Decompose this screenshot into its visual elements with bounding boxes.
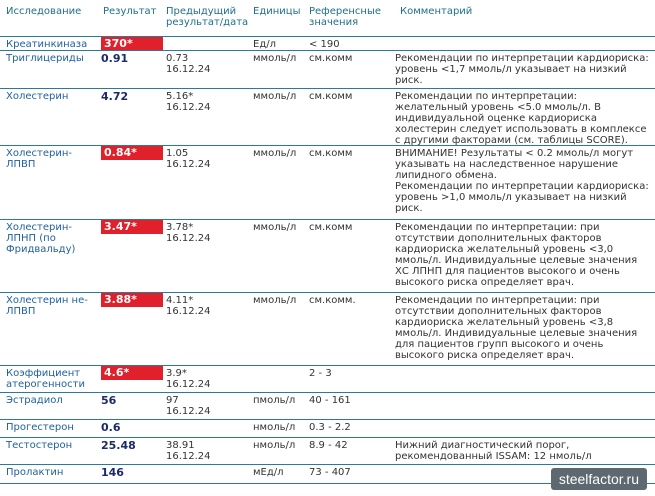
comment-line: липидного обмена. <box>395 170 497 181</box>
test-name-line: Коэффициент <box>6 368 81 379</box>
test-name-line: Холестерин <box>6 91 69 102</box>
comment-line: индивидуальной оценке кардиориска <box>395 113 597 124</box>
comment <box>395 295 650 361</box>
test-name-line: Холестерин не- <box>6 295 88 306</box>
result-value: 56 <box>101 394 117 407</box>
comment-line: желательный уровень <5.0 ммоль/л. В <box>395 102 602 113</box>
comment-line: уровень >1,0 ммоль/л указывает на низкий <box>395 192 627 203</box>
header-prev-line1: Предыдущий <box>166 6 237 17</box>
reference-range: см.комм <box>309 148 353 159</box>
previous-result-line: 0.73 <box>166 53 189 64</box>
reference-range: см.комм <box>309 91 353 102</box>
reference-range: 2 - 3 <box>309 368 332 379</box>
units: мЕд/л <box>253 467 284 478</box>
units: ммоль/л <box>253 91 297 102</box>
table-row <box>0 50 655 88</box>
units: Ед/л <box>253 39 276 50</box>
previous-result <box>166 368 250 390</box>
comment-line: холестерин следует использовать в комплексе <box>395 124 647 135</box>
comment <box>395 440 650 462</box>
header-units: Единицы <box>253 6 301 17</box>
results-table <box>0 36 655 484</box>
comment-line: высокого риска определяет врач. <box>395 277 575 288</box>
previous-result-line: 16.12.24 <box>166 233 211 244</box>
reference-range: см.комм. <box>309 295 356 306</box>
test-name-line: атерогенности <box>6 379 85 390</box>
result-value: 0.6 <box>101 421 121 434</box>
result-value: 4.72 <box>101 90 129 103</box>
comment-line: с другими факторами (см. таблицы SCORE). <box>395 135 628 146</box>
reference-range: 0.3 - 2.2 <box>309 422 351 433</box>
test-name-line: Тестостерон <box>6 440 73 451</box>
previous-result-line: 16.12.24 <box>166 306 211 317</box>
comment-line: Рекомендации по интерпретации кардиориска: <box>395 53 649 64</box>
comment-line: уровень <1,7 ммоль/л указывает на низкий <box>395 64 627 75</box>
reference-range: 73 - 407 <box>309 467 351 478</box>
header-name: Исследование <box>6 6 82 17</box>
result-value: 0.91 <box>101 52 129 65</box>
previous-result-line: 16.12.24 <box>166 102 211 113</box>
header-ref-line1: Референсные <box>309 6 382 17</box>
test-name-line: Прогестерон <box>6 422 74 433</box>
table-row <box>0 419 655 437</box>
comment <box>395 222 650 288</box>
test-name <box>6 39 101 50</box>
table-row <box>0 392 655 419</box>
table-row <box>0 145 655 219</box>
header-prev-line2: результат/дата <box>166 17 249 28</box>
reference-range: < 190 <box>309 39 340 50</box>
previous-result <box>166 148 250 170</box>
comment-line: отсутствии дополнительных факторов <box>395 306 602 317</box>
comment-line: отсутствии дополнительных факторов <box>395 233 602 244</box>
test-name-line: Пролактин <box>6 467 64 478</box>
units: ммоль/л <box>253 295 297 306</box>
reference-range: 8.9 - 42 <box>309 440 348 451</box>
reference-range: см.комм <box>309 53 353 64</box>
test-name <box>6 395 101 406</box>
table-header <box>0 0 655 36</box>
previous-result-line: 3.78* <box>166 222 194 233</box>
previous-result <box>166 222 250 244</box>
previous-result <box>166 295 250 317</box>
result-value-flagged: 4.6* <box>101 366 163 380</box>
previous-result <box>166 395 250 417</box>
result-value-flagged: 0.84* <box>101 146 163 160</box>
comment-line: ХС ЛПНП для пациентов высокого и очень <box>395 266 620 277</box>
test-name <box>6 440 101 451</box>
units: пмоль/л <box>253 395 296 406</box>
comment-line: для пациентов групп высокого и очень <box>395 339 604 350</box>
test-name <box>6 295 101 317</box>
test-name-line: Креатинкиназа <box>6 39 88 50</box>
comment-line: высокого риска определяет врач. <box>395 350 575 361</box>
comment-line: риск. <box>395 203 423 214</box>
result-value-flagged: 3.88* <box>101 293 163 307</box>
test-name-line: Фридвальду) <box>6 244 76 255</box>
result-value: 25.48 <box>101 439 136 452</box>
comment-line: Нижний диагностический порог, <box>395 440 570 451</box>
previous-result-line: 16.12.24 <box>166 64 211 75</box>
previous-result-line: 16.12.24 <box>166 451 211 462</box>
result-value-flagged: 370* <box>101 37 163 51</box>
header-result: Результат <box>103 6 157 17</box>
units: нмоль/л <box>253 440 296 451</box>
comment-line: ммоль/л. Индивидуальные целевые значения <box>395 255 638 266</box>
comment-line: кардиориска желательный уровень <3,8 <box>395 317 614 328</box>
comment-line: Рекомендации по интерпретации кардиориска: <box>395 181 649 192</box>
reference-range: см.комм <box>309 222 353 233</box>
table-row <box>0 219 655 292</box>
comment-line: ВНИМАНИЕ! Результаты < 0.2 ммоль/л могут <box>395 148 634 159</box>
comment-line: кардиориска желательный уровень <3,0 <box>395 244 614 255</box>
test-name <box>6 222 101 255</box>
comment-line: указывать на наследственное нарушение <box>395 159 619 170</box>
test-name <box>6 422 101 433</box>
test-name-line: Триглицериды <box>6 53 84 64</box>
test-name <box>6 148 101 170</box>
comment-line: риск. <box>395 75 423 86</box>
test-name <box>6 368 101 390</box>
header-prev <box>166 6 248 28</box>
previous-result-line: 16.12.24 <box>166 159 211 170</box>
test-name <box>6 91 101 102</box>
header-comment: Комментарий <box>400 6 473 17</box>
table-row <box>0 36 655 50</box>
comment-line: Рекомендации по интерпретации: <box>395 91 577 102</box>
previous-result <box>166 53 250 75</box>
table-row <box>0 88 655 145</box>
comment-line: рекомендованный ISSAM: 12 нмоль/л <box>395 451 592 462</box>
watermark: steelfactor.ru <box>551 468 647 490</box>
test-name <box>6 467 101 478</box>
test-name-line: Эстрадиол <box>6 395 63 406</box>
test-name-line: Холестерин- <box>6 222 72 233</box>
units: ммоль/л <box>253 148 297 159</box>
previous-result-line: 38.91 <box>166 440 195 451</box>
result-value: 146 <box>101 466 124 479</box>
previous-result-line: 4.11* <box>166 295 194 306</box>
comment <box>395 148 650 214</box>
table-row <box>0 365 655 392</box>
reference-range: 40 - 161 <box>309 395 351 406</box>
table-row <box>0 292 655 365</box>
previous-result-line: 97 <box>166 395 179 406</box>
header-ref-line2: значения <box>309 17 359 28</box>
units: ммоль/л <box>253 53 297 64</box>
comment-line: Рекомендации по интерпретации: при <box>395 295 600 306</box>
comment-line: Рекомендации по интерпретации: при <box>395 222 600 233</box>
header-ref <box>309 6 381 28</box>
result-value-flagged: 3.47* <box>101 220 163 234</box>
table-row <box>0 437 655 464</box>
test-name-line: ЛПВП <box>6 306 36 317</box>
units: нмоль/л <box>253 422 296 433</box>
previous-result-line: 3.9* <box>166 368 187 379</box>
test-name <box>6 53 101 64</box>
previous-result-line: 1.05 <box>166 148 189 159</box>
previous-result <box>166 440 250 462</box>
previous-result-line: 16.12.24 <box>166 406 211 417</box>
units: ммоль/л <box>253 222 297 233</box>
comment-line: ммоль/л. Индивидуальные целевые значения <box>395 328 638 339</box>
test-name-line: Холестерин- <box>6 148 72 159</box>
comment <box>395 53 650 86</box>
test-name-line: ЛПВП <box>6 159 36 170</box>
previous-result-line: 16.12.24 <box>166 379 211 390</box>
previous-result-line: 5.16* <box>166 91 194 102</box>
test-name-line: ЛПНП (по <box>6 233 56 244</box>
comment <box>395 91 650 146</box>
previous-result <box>166 91 250 113</box>
